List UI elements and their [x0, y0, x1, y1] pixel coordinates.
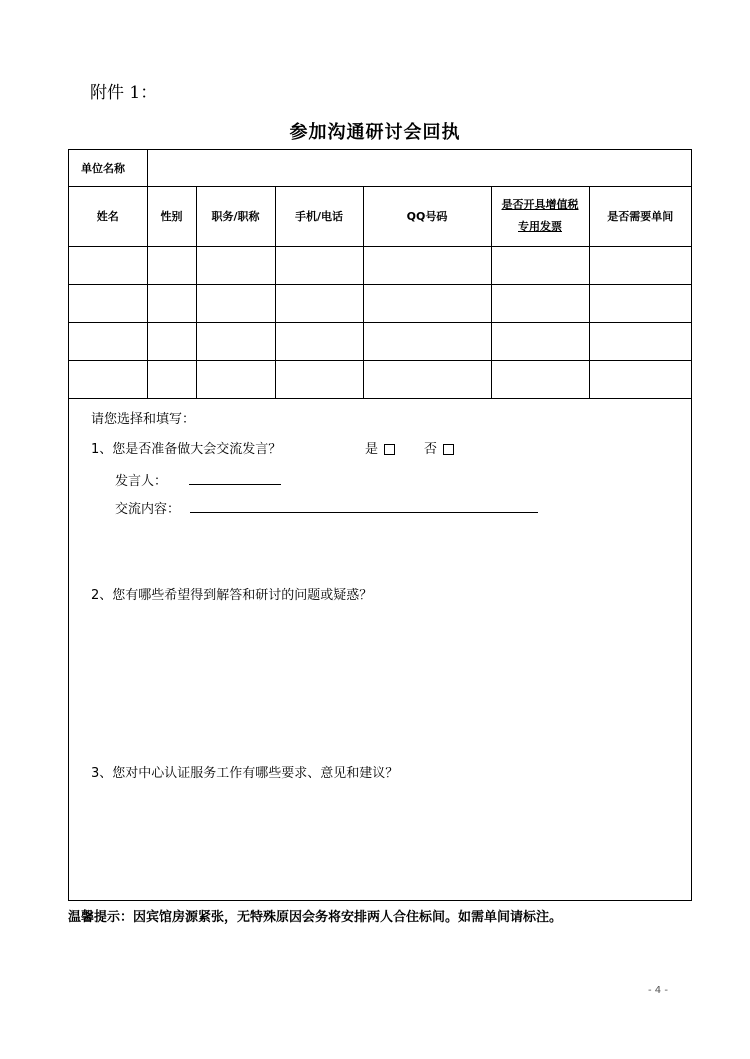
- invoice-cell[interactable]: [491, 284, 589, 322]
- gender-cell[interactable]: [147, 246, 196, 284]
- single-room-cell[interactable]: [589, 246, 691, 284]
- header-single-room: 是否需要单间: [589, 186, 691, 246]
- qq-cell[interactable]: [363, 322, 491, 360]
- name-cell[interactable]: [69, 322, 147, 360]
- page-number: - 4 -: [648, 985, 668, 996]
- table-row: [69, 246, 691, 284]
- table-row: [69, 360, 691, 398]
- qq-cell[interactable]: [363, 246, 491, 284]
- no-checkbox[interactable]: [443, 444, 454, 455]
- unit-name-label: 单位名称: [69, 150, 147, 186]
- unit-row: [69, 150, 691, 186]
- title-cell[interactable]: [196, 360, 275, 398]
- phone-cell[interactable]: [275, 246, 363, 284]
- header-invoice-line2: 专用发票: [518, 220, 562, 233]
- table-row: [69, 322, 691, 360]
- gender-cell[interactable]: [147, 322, 196, 360]
- phone-cell[interactable]: [275, 360, 363, 398]
- name-cell[interactable]: [69, 360, 147, 398]
- warm-tip: 温馨提示：因宾馆房源紧张，无特殊原因会务将安排两人合住标间。如需单间请标注。: [68, 910, 563, 925]
- unit-name-field[interactable]: [147, 150, 691, 186]
- invoice-cell[interactable]: [491, 360, 589, 398]
- speaker-label: 发言人：: [115, 474, 168, 489]
- form-title: 参加沟通研讨会回执: [289, 122, 461, 143]
- header-gender: 性别: [147, 186, 196, 246]
- header-invoice-line1: 是否开具增值税: [501, 198, 579, 211]
- speaker-input-line[interactable]: [189, 484, 281, 485]
- header-title: 职务/职称: [196, 186, 275, 246]
- table-row: [69, 284, 691, 322]
- yes-label: 是: [365, 442, 379, 457]
- qq-cell[interactable]: [363, 284, 491, 322]
- survey-intro: 请您选择和填写：: [91, 412, 196, 427]
- single-room-cell[interactable]: [589, 284, 691, 322]
- question-2: 2、您有哪些希望得到解答和研讨的问题或疑惑？: [91, 588, 373, 603]
- single-room-cell[interactable]: [589, 322, 691, 360]
- attendee-table: [69, 150, 691, 399]
- no-option[interactable]: [424, 438, 454, 457]
- header-phone: 手机/电话: [275, 186, 363, 246]
- question-1: 1、您是否准备做大会交流发言？: [91, 442, 282, 457]
- header-name: 姓名: [69, 186, 147, 246]
- yes-option[interactable]: [365, 438, 395, 457]
- header-qq: QQ号码: [363, 186, 491, 246]
- name-cell[interactable]: [69, 246, 147, 284]
- title-cell[interactable]: [196, 322, 275, 360]
- header-invoice: [491, 186, 589, 246]
- question-3: 3、您对中心认证服务工作有哪些要求、意见和建议？: [91, 766, 399, 781]
- reply-form: [68, 149, 692, 901]
- content-input-line[interactable]: [190, 512, 538, 513]
- content-label: 交流内容：: [115, 502, 181, 517]
- phone-cell[interactable]: [275, 322, 363, 360]
- no-label: 否: [424, 442, 438, 457]
- gender-cell[interactable]: [147, 360, 196, 398]
- phone-cell[interactable]: [275, 284, 363, 322]
- name-cell[interactable]: [69, 284, 147, 322]
- invoice-cell[interactable]: [491, 246, 589, 284]
- gender-cell[interactable]: [147, 284, 196, 322]
- title-cell[interactable]: [196, 246, 275, 284]
- qq-cell[interactable]: [363, 360, 491, 398]
- header-row: [69, 186, 691, 246]
- yes-checkbox[interactable]: [384, 444, 395, 455]
- single-room-cell[interactable]: [589, 360, 691, 398]
- invoice-cell[interactable]: [491, 322, 589, 360]
- title-cell[interactable]: [196, 284, 275, 322]
- attachment-label: 附件 1：: [90, 83, 158, 103]
